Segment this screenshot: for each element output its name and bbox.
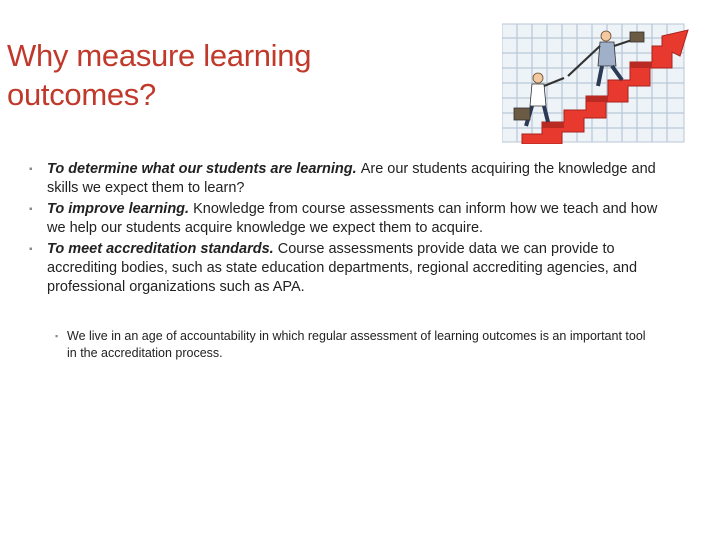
bullet-marker-icon: ▪ <box>29 204 33 215</box>
bullet-marker-icon: ▪ <box>29 164 33 175</box>
bullet-lead: To improve learning. <box>47 201 194 217</box>
bullet-item <box>29 160 679 198</box>
sub-bullet <box>55 328 657 362</box>
bullet-text: Course assessments provide data we can provide to accrediting bodies, such as state education departments, regional accrediting agencies, and professional organizations such as APA. <box>47 241 638 295</box>
bullet-marker-icon: ▪ <box>29 244 33 255</box>
bullet-item <box>29 240 679 297</box>
bullet-lead: To determine what our students are learning. <box>47 161 361 177</box>
growth-clipart <box>502 22 692 144</box>
bullet-text: Knowledge from course assessments can inform how we teach and how we help our students acquire knowledge we expect them to acquire. <box>47 201 658 236</box>
slide-title: Why measure learning outcomes? <box>7 38 312 112</box>
sub-bullet-text: We live in an age of accountability in which regular assessment of learning outcomes is an important tool in the accreditation process. <box>67 329 646 360</box>
bullet-item <box>29 200 679 238</box>
bullet-lead: To meet accreditation standards. <box>47 241 278 257</box>
sub-bullet-marker-icon: ▪ <box>55 331 59 341</box>
bullet-text: Are our students acquiring the knowledge and skills we expect them to learn? <box>47 161 656 196</box>
bullet-list <box>29 160 679 299</box>
